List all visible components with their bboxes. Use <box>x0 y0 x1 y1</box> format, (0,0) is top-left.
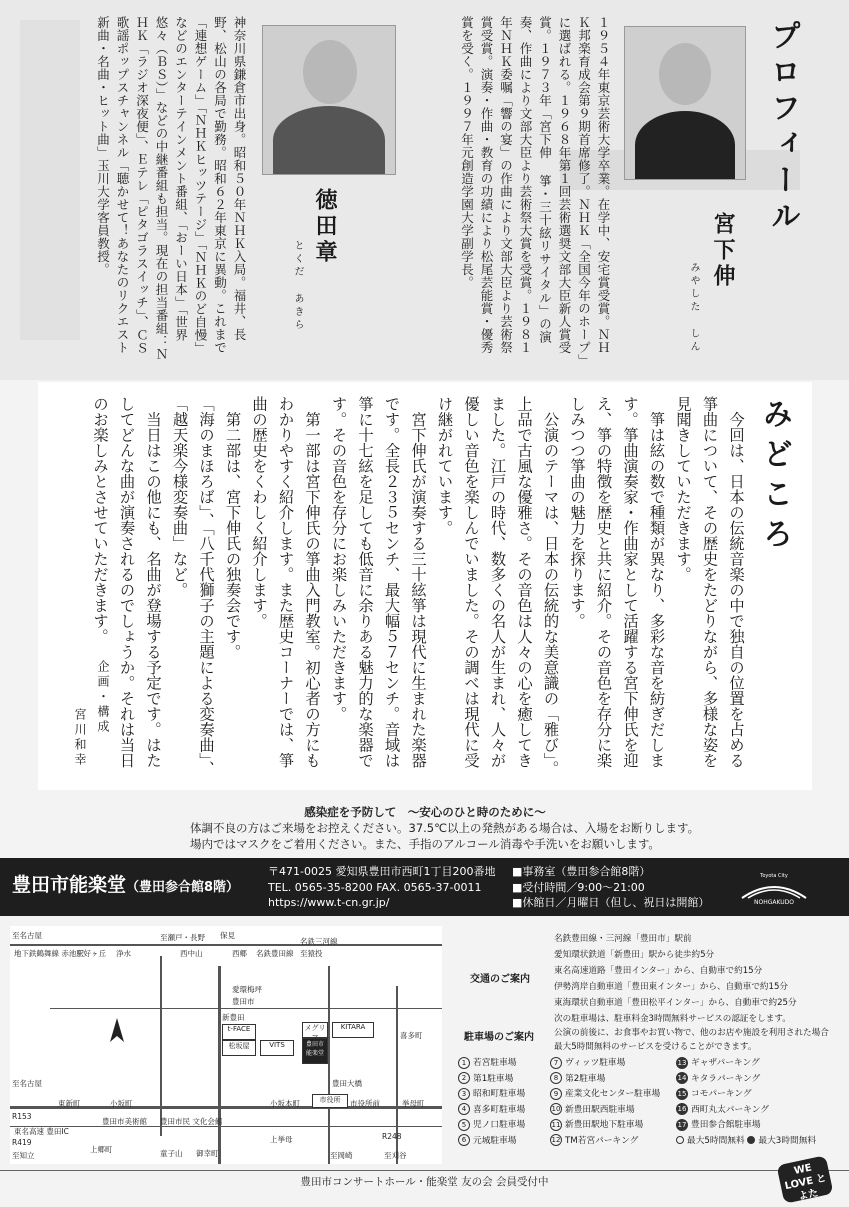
decorative-stripe <box>20 20 80 340</box>
notice-line: 体調不良の方はご来場をお控えください。37.5℃以上の発熱がある場合は、入場をお断りします。 <box>190 821 700 835</box>
map-matsuzakaya: 松坂屋 <box>222 1040 256 1056</box>
map-meglia: メグリ <box>302 1022 328 1038</box>
parking-list-3: 13 ギャザパーキング 14 キタラパーキング 15 コモパーキング 16 西町丸太パーキング 17 豊田参合館駐車場 最大5時間無料 最大3時間無料 <box>677 1058 817 1146</box>
venue-info: ■事務室（豊田参合館8階） ■受付時間／9:00〜21:00 ■休館日／月曜日（但し、祝日は開館） <box>512 865 710 909</box>
tokuda-bio: 神奈川県鎌倉市出身。昭和５０年ＮＨＫ入局。福井、長野、松山の各局で勤務。昭和６２年東京に異動。これまで「連想ゲーム」「ＮＨＫヒッツテージ」「ＮＨＫのど自慢」などのエンターテインメント番組、「おーい日本」「世界悠々（ＢＳ）」などの中継番組も担当。現在の担当番組：ＮＨＫ「ラジオ深夜便」、Ｅテレ「ピタゴラスイッチ」、ＣＳ歌謡ポップスチャンネル「聴かせて！あなたのリクエスト 新曲・名曲・ヒット曲」玉川大学客員教授。 <box>95 16 247 361</box>
access-map: t-FACE 松坂屋 VITS KITARA メグリ 豊田市 能楽堂 市役所 至名古屋 地下鉄鶴舞線 赤池駅 三好ヶ丘 浄水 至瀬戸・長野 保見 西中山 西郷 名鉄豊田線 名鉄三河線 至猿投 豊田市 愛環梅坪 新豊田 喜多町 豊田大橋 小坂本町 市役所前 挙母町 東新町 小坂町 至名古屋 R153 東名高速 豊田IC 豊田市美術館 豊田市民 文化会館 上郷町 至知立 R419 上挙母 童子山 御幸町 至岡崎 R248 至刈谷 <box>10 926 442 1164</box>
map-cityhall: 市役所 <box>312 1094 348 1108</box>
midokoro-paragraph: 「海のまほろば」、「八千代獅子の主題による変奏曲」、「越天楽今様変奏曲」など。 <box>170 396 215 777</box>
venue-bar <box>0 858 849 916</box>
notice-line: 場内ではマスクをご着用ください。また、手指のアルコール消毒や手洗いをお願いします。 <box>190 837 660 851</box>
midokoro-paragraph: 公演のテーマは、日本の伝統的な美意識の「雅び」。上品で古風な優雅さ。その音色は人々の心を癒してきました。江戸の時代、数多くの名人が生まれ、人々が優しい音色を楽しんでいました。その調べは現代に受け継がれています。 <box>435 396 560 776</box>
map-tface: t-FACE <box>222 1024 256 1040</box>
map-kitara: KITARA <box>332 1022 374 1038</box>
miyashita-photo <box>624 26 746 180</box>
we-love-toyota-badge: WE LOVE とよた <box>776 1155 833 1204</box>
svg-text:NOHGAKUDO: NOHGAKUDO <box>754 899 794 906</box>
parking-list-2: 7 ヴィッツ駐車場 8 第2駐車場 9 産業文化センター駐車場 10 新豊田駅西駐車場 11 新豊田駅地下駐車場 12 TM若宮パーキング <box>551 1058 661 1146</box>
footer-banner: 豊田市コンサートホール・能楽堂 友の会 会員受付中 <box>0 1170 849 1201</box>
nohgakudo-logo <box>734 868 814 906</box>
tokuda-kana: とくだ あきら <box>292 240 303 332</box>
infection-notice <box>190 804 700 852</box>
parking-heading: 駐車場のご案内 <box>464 1032 534 1043</box>
midokoro-body <box>87 396 750 781</box>
parking-list-1: 1 若宮駐車場 2 第1駐車場 3 昭和町駐車場 4 喜多町駐車場 5 児ノ口駐車場 6 元城駐車場 <box>458 1056 525 1149</box>
credit-label: 企画・構成 <box>96 660 110 735</box>
venue-url-link[interactable]: https://www.t-cn.gr.jp/ <box>268 896 390 909</box>
tokuda-name: 徳田章 <box>312 188 338 266</box>
midokoro-title: みどころ <box>757 398 792 558</box>
miyashita-name: 宮下伸 <box>710 212 736 290</box>
miyashita-kana: みやした しん <box>688 262 699 354</box>
map-vits: VITS <box>260 1040 294 1056</box>
traffic-heading: 交通のご案内 <box>470 974 530 985</box>
notice-heading: 感染症を予防して 〜安心のひと時のために〜 <box>304 805 546 819</box>
venue-address: 〒471-0025 愛知県豊田市西町1丁目200番地 TEL. 0565-35-8200 FAX. 0565-37-0011 https://www.t-cn.gr.jp/ <box>268 865 496 909</box>
venue-name: 豊田市能楽堂（豊田参合館8階） <box>12 874 240 896</box>
north-arrow-icon <box>106 1016 128 1046</box>
profile-title: プロフィール <box>765 20 800 236</box>
midokoro-paragraph: 第一部は宮下伸氏の箏曲入門教室。初心者の方にもわかりやすく紹介します。また歴史コーナーでは、箏曲の歴史をくわしく紹介します。 <box>250 396 321 768</box>
midokoro-paragraph: 宮下伸氏が演奏する三十絃箏は現代に生まれた楽器です。全長２３５センチ、最大幅５７センチ。音域は箏に十七絃を足しても低音に余りある魅力的な楽器です。その音色を存分にお楽しみいただきます。 <box>329 396 427 768</box>
tokuda-photo <box>262 25 396 175</box>
svg-text:Toyota City: Toyota City <box>760 873 788 879</box>
credit-name: 宮川和幸 <box>73 708 87 768</box>
map-nohgakudo: 豊田市 能楽堂 <box>302 1038 328 1064</box>
midokoro-paragraph: 箏は絃の数で種類が異なり、多彩な音を紡ぎだします。箏曲演奏家・作曲家として活躍する宮下伸氏を迎え、箏の特徴を歴史と共に紹介。その音色を存分に楽しみつつ箏曲の魅力を探ります。 <box>568 396 666 768</box>
midokoro-paragraph: 当日はこの他にも、名曲が登場する予定です。はたしてどんな曲が演奏されるのでしょうか。それは当日のお楽しみとさせていただきます。 <box>91 396 162 768</box>
miyashita-bio: １９５４年東京芸術大学卒業。在学中、安宅賞受賞。ＮＨＫ邦楽育成会第９期首席修了。ＮＨＫ「全国今年のホープ」に選ばれる。１９６８年第１回芸術選奨文部大臣新人賞受賞。１９７３年「宮下伸 箏・三十絃リサイタル」の演奏、作曲により文部大臣より芸術祭大賞を受賞。１９８１年ＮＨＫ委嘱「響の宴」の作曲により文部大臣より芸術祭賞受賞。演奏・作曲・教育の功績により松尾芸能賞・優秀賞を受く。１９９７年元創造学園大学副学長。 <box>459 16 611 361</box>
midokoro-paragraph: 第二部は、宮下伸氏の独奏会です。 <box>223 396 242 660</box>
midokoro-paragraph: 今回は、日本の伝統音楽の中で独自の位置を占める箏曲について、その歴史をたどりながら、多様な姿を見聞きしていただきます。 <box>674 396 745 768</box>
